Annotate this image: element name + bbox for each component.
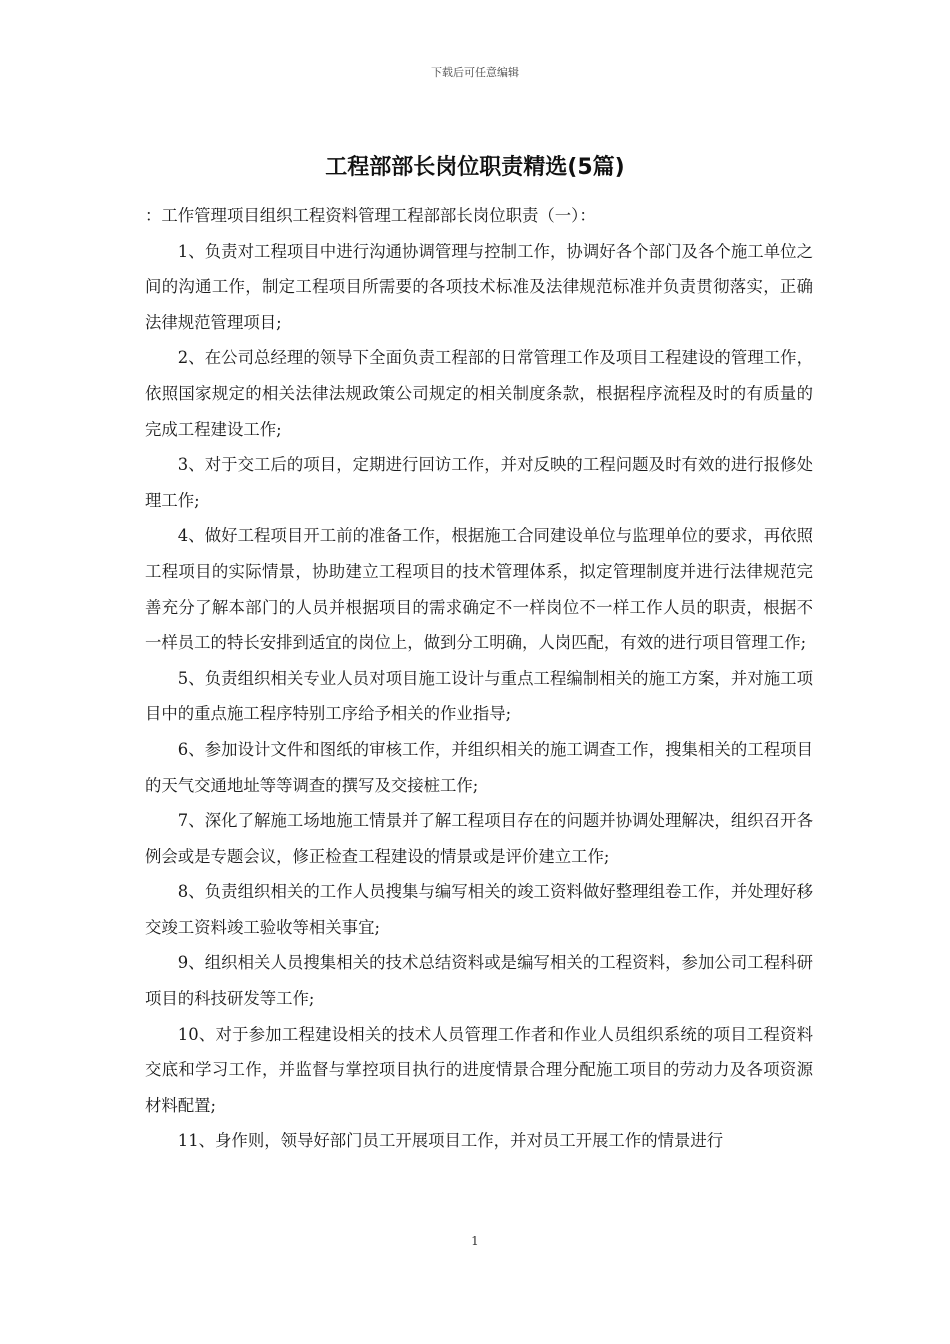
duty-paragraph-1: 1、负责对工程项目中进行沟通协调管理与控制工作，协调好各个部门及各个施工单位之间的沟通工作，制定工程项目所需要的各项技术标准及法律规范标准并负责贯彻落实，正确法律规范管理项目; bbox=[145, 241, 813, 332]
duty-paragraph-10: 10、对于参加工程建设相关的技术人员管理工作者和作业人员组织系统的项目工程资料交底和学习工作，并监督与掌控项目执行的进度情景合理分配施工项目的劳动力及各项资源材料配置; bbox=[145, 1024, 813, 1115]
duty-paragraph-2: 2、在公司总经理的领导下全面负责工程部的日常管理工作及项目工程建设的管理工作，依照国家规定的相关法律法规政策公司规定的相关制度条款，根据程序流程及时的有质量的完成工程建设工作; bbox=[145, 348, 813, 439]
document-body bbox=[145, 198, 813, 1159]
page-number: 1 bbox=[471, 1234, 479, 1248]
duty-paragraph-4: 4、做好工程项目开工前的准备工作，根据施工合同建设单位与监理单位的要求，再依照工程项目的实际情景，协助建立工程项目的技术管理体系，拟定管理制度并进行法律规范完善充分了解本部门的人员并根据项目的需求确定不一样岗位不一样工作人员的职责，根据不一样员工的特长安排到适宜的岗位上，做到分工明确，人岗匹配，有效的进行项目管理工作; bbox=[145, 526, 813, 653]
duty-paragraph-6: 6、参加设计文件和图纸的审核工作，并组织相关的施工调查工作，搜集相关的工程项目的天气交通地址等等调查的撰写及交接桩工作; bbox=[145, 739, 813, 795]
intro-line: ：工作管理项目组织工程资料管理工程部部长岗位职责（一）： bbox=[145, 206, 596, 225]
duty-paragraph-8: 8、负责组织相关的工作人员搜集与编写相关的竣工资料做好整理组卷工作，并处理好移交竣工资料竣工验收等相关事宜; bbox=[145, 882, 813, 937]
document-title: 工程部部长岗位职责精选(5篇) bbox=[325, 155, 625, 180]
duty-paragraph-7: 7、深化了解施工场地施工情景并了解工程项目存在的问题并协调处理解决，组织召开各例会或是专题会议，修正检查工程建设的情景或是评价建立工作; bbox=[145, 811, 813, 866]
duty-paragraph-5: 5、负责组织相关专业人员对项目施工设计与重点工程编制相关的施工方案，并对施工项目中的重点施工程序特别工序给予相关的作业指导; bbox=[145, 668, 813, 724]
duty-paragraph-3: 3、对于交工后的项目，定期进行回访工作，并对反映的工程问题及时有效的进行报修处理工作; bbox=[145, 455, 813, 510]
header-note: 下载后可任意编辑 bbox=[431, 66, 519, 79]
duty-paragraph-9: 9、组织相关人员搜集相关的技术总结资料或是编写相关的工程资料，参加公司工程科研项目的科技研发等工作; bbox=[145, 953, 813, 1009]
duty-paragraph-11: 11、身作则，领导好部门员工开展项目工作，并对员工开展工作的情景进行 bbox=[177, 1131, 724, 1151]
